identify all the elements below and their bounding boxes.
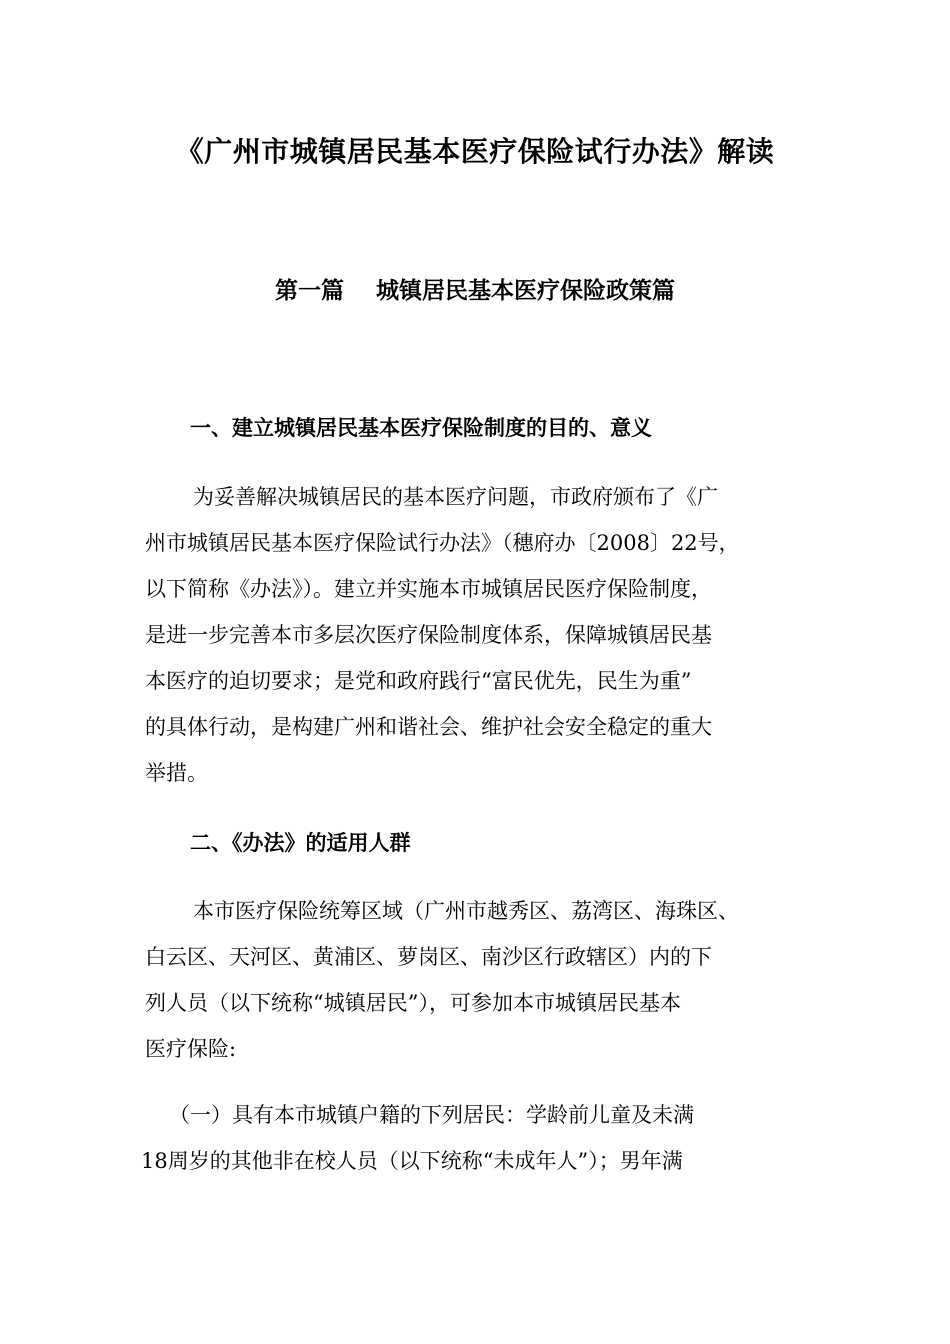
- paragraph-line: 州市城镇居民基本医疗保险试行办法》（穗府办〔2008〕22号，: [145, 531, 740, 555]
- paragraph-line: 列人员（以下统称“城镇居民”），可参加本市城镇居民基本: [145, 991, 681, 1015]
- paragraph-line: 18周岁的其他非在校人员（以下统称“未成年人”）；男年满: [141, 1149, 683, 1173]
- paragraph-line: （一）具有本市城镇户籍的下列居民：学龄前儿童及未满: [169, 1103, 694, 1127]
- section-heading-applicable-groups: 二、《办法》的适用人群: [190, 831, 411, 855]
- paragraph-line: 是进一步完善本市多层次医疗保险制度体系，保障城镇居民基: [145, 623, 712, 647]
- paragraph-line: 白云区、天河区、黄浦区、萝岗区、南沙区行政辖区）内的下: [145, 945, 712, 969]
- paragraph-eligible-residents: [141, 1092, 810, 1184]
- part-title: 第一篇 城镇居民基本医疗保险政策篇: [274, 278, 676, 304]
- paragraph-coverage-area: [145, 888, 810, 1072]
- paragraph-line: 以下简称《办法》）。建立并实施本市城镇居民医疗保险制度，: [145, 577, 712, 601]
- paragraph-line: 的具体行动，是构建广州和谐社会、维护社会安全稳定的重大: [145, 715, 712, 739]
- paragraph-purpose: [145, 474, 810, 796]
- document-title: 《广州市城镇居民基本医疗保险试行办法》解读: [175, 135, 775, 168]
- paragraph-line: 本市医疗保险统筹区域（广州市越秀区、荔湾区、海珠区、: [193, 899, 739, 923]
- paragraph-line: 举措。: [145, 761, 208, 785]
- paragraph-line: 本医疗的迫切要求；是党和政府践行“富民优先，民生为重”: [145, 669, 692, 693]
- paragraph-line: 为妥善解决城镇居民的基本医疗问题，市政府颁布了《广: [193, 485, 718, 509]
- section-heading-purpose: 一、建立城镇居民基本医疗保险制度的目的、意义: [190, 416, 652, 440]
- paragraph-line: 医疗保险:: [145, 1037, 237, 1061]
